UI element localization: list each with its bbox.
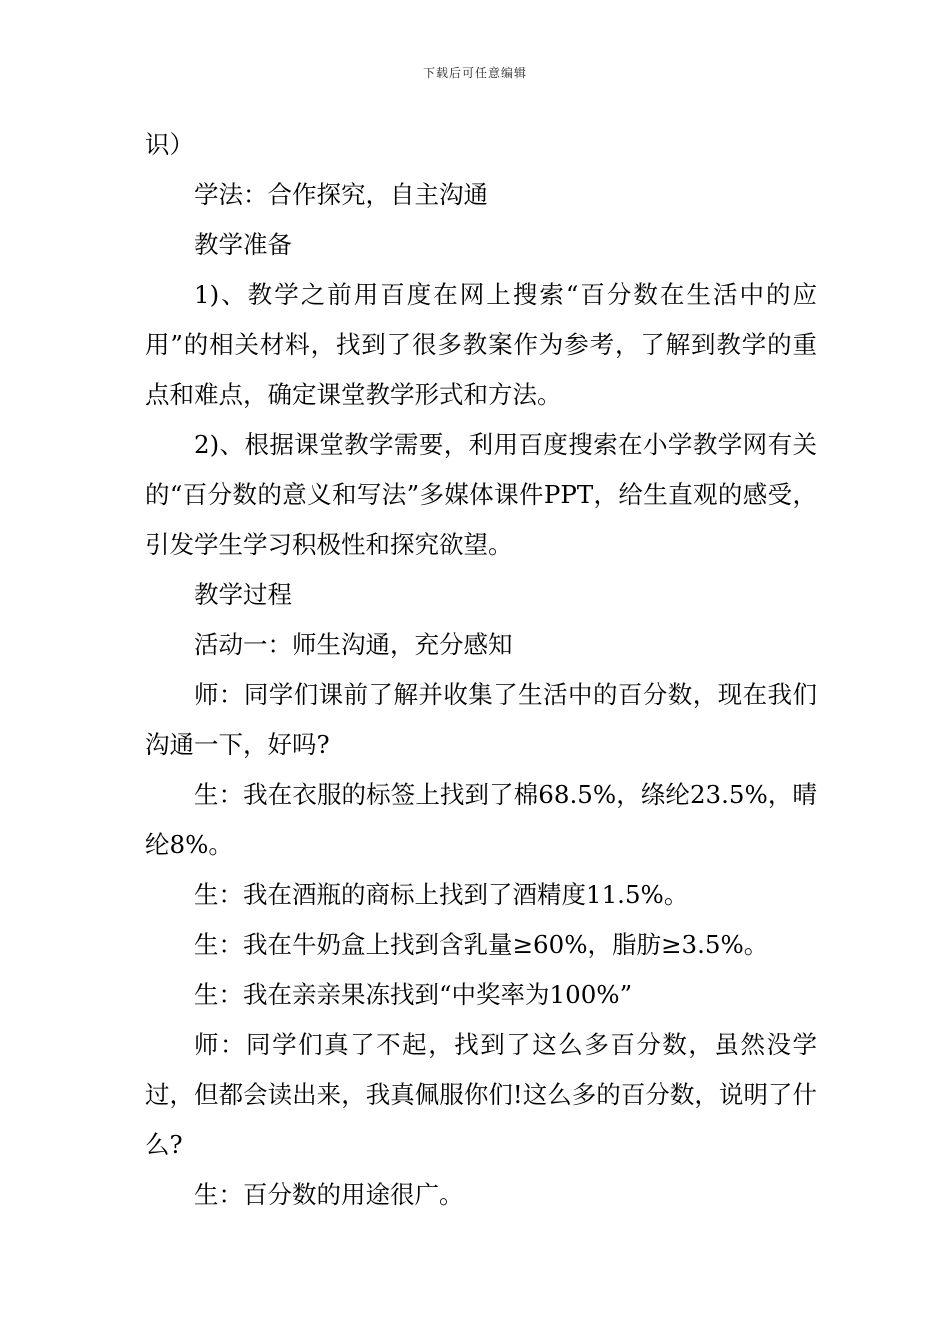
paragraph-student-1: 生：我在衣服的标签上找到了棉68.5%，绦纶23.5%，晴纶8%。 [145, 780, 817, 859]
page-header: 下载后可任意编辑 [422, 66, 527, 80]
document-body [145, 120, 817, 1220]
paragraph-student-3: 生：我在牛奶盒上找到含乳量≥60%，脂肪≥3.5%。 [194, 930, 769, 959]
heading-teaching-process: 教学过程 [194, 580, 292, 609]
paragraph-teacher-1: 师：同学们课前了解并收集了生活中的百分数，现在我们沟通一下，好吗? [145, 680, 817, 759]
paragraph-student-5: 生：百分数的用途很广。 [194, 1180, 464, 1209]
paragraph-teacher-2: 师：同学们真了不起，找到了这么多百分数，虽然没学过，但都会读出来，我真佩服你们!这么多的百分数，说明了什么? [145, 1030, 817, 1159]
paragraph-preparation-2: 2)、根据课堂教学需要，利用百度搜索在小学教学网有关的“百分数的意义和写法”多媒体课件PPT，给生直观的感受，引发学生学习积极性和探究欲望。 [145, 430, 817, 559]
paragraph-fragment: 识） [145, 130, 194, 159]
paragraph-study-method: 学法：合作探究，自主沟通 [194, 180, 488, 209]
paragraph-preparation-1: 1)、教学之前用百度在网上搜索“百分数在生活中的应用”的相关材料，找到了很多教案作为参考，了解到教学的重点和难点，确定课堂教学形式和方法。 [145, 280, 817, 409]
paragraph-student-4: 生：我在亲亲果冻找到“中奖率为100%” [194, 980, 633, 1009]
heading-teaching-preparation: 教学准备 [194, 230, 292, 259]
paragraph-student-2: 生：我在酒瓶的商标上找到了酒精度11.5%。 [194, 880, 689, 909]
heading-activity-one: 活动一：师生沟通，充分感知 [194, 630, 513, 659]
